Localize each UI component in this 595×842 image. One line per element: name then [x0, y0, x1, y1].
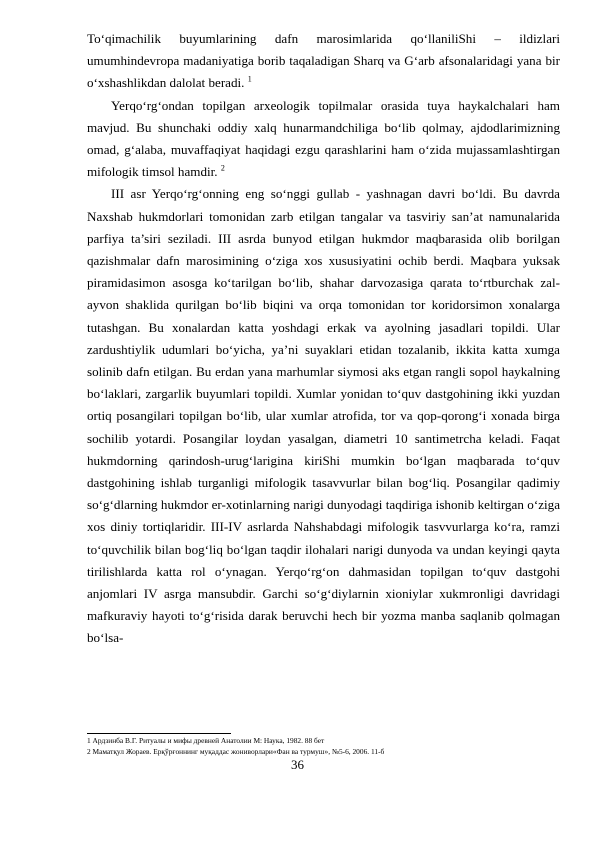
footnote-separator [87, 733, 231, 734]
footnote-1: 1 Ардзинба В.Г. Ритуалы и мифы древней Анатолии М: Наука, 1982. 88 бет [87, 736, 325, 745]
footnote-ref-2: 2 [220, 163, 225, 173]
body-text [87, 28, 560, 650]
footnote-ref-1: 1 [247, 75, 252, 85]
paragraph-1 [87, 28, 560, 95]
paragraph-1-text: To‘qimachilik buyumlarining dafn marosimlarida qo‘llaniliShi – ildizlari umumhindevropa madaniyatiga borib taqaladigan Sharq va G‘arb afsonalaridagi yana bir o‘xshashlikdan dalolat beradi. [87, 31, 560, 91]
footnotes [87, 735, 560, 757]
paragraph-3-text: III asr Yerqo‘rg‘onning eng so‘nggi gullab - yashnagan davri bo‘ldi. Bu davrda Naxshab hukmdorlari tomonidan zarb etilgan tangalar va tasviriy san’at namunalarida parfiya ta’siri seziladi. III asrda bunyod etilgan hukmdor maqbarasida olib borilgan qazishmalar dafn marosimining o‘ziga xos xususiyatini ochib berdi. Maqbara yuksak piramidasimon asosga ko‘tarilgan bo‘lib, shahar darvozasiga qarata to‘rtburchak zal-ayvon shaklida qurilgan bo‘lib biqini va orqa tomonidan tor koridorsimon xonalarga tutashgan. Bu xonalardan katta yoshdagi erkak va ayolning jasadlari topildi. Ular zardushtiylik udumlari bo‘yicha, ya’ni suyaklari etidan tozalanib, ikkita katta xumga solinib dafn etilgan. Bu erdan yana marhumlar siymosi aks etgan rangli sopol haykalning bo‘laklari, zargarlik buyumlari topildi. Xumlar yonidan to‘quv dastgohining ikki yuzdan ortiq posangilari topilgan bo‘lib, ular xumlar atrofida, tor va qop-qorong‘i xonada birga sochilib yotardi. Posangilar loydan yasalgan, diametri 10 santimetrcha keladi. Faqat hukmdorning qarindosh-urug‘larigina kiriShi mumkin bo‘lgan maqbarada to‘quv dastgohining ishlab turganligi mifologik tasavvurlar bilan bog‘liq. Posangilar qadimiy so‘g‘dlarning hukmdor er-xotinlarning narigi dunyodagi taqdiriga ishonib keltirgan o‘ziga xos diniy tortiqlaridir. III-IV asrlarda Nahshabdagi mifologik tasvvurlarga ko‘ra, ramzi to‘quvchilik bilan bog‘liq bo‘lgan taqdir ilohalari narigi dunyoda va undan keyingi qayta tirilishlarda katta rol o‘ynagan. Yerqo‘rg‘on dahmasidan topilgan to‘quv dastgohi anjomlari IV asrga mansubdir. Garchi so‘g‘diylarnin xioniylar xukmronligi davridagi mafkuraviy hayoti to‘g‘risida darak beruvchi hech bir yozma manba saqlanib qolmagan bo‘lsa- [87, 186, 560, 646]
paragraph-3 [87, 183, 560, 649]
paragraph-2-text: Yerqo‘rg‘ondan topilgan arxeologik topilmalar orasida tuya haykalchalari ham mavjud. Bu shunchaki oddiy xalq hunarmandchiliga bo‘lib qolmay, ajdodlarimizning omad, g‘alaba, muvaffaqiyat haqidagi ezgu qarashlarini ham o‘zida mujassamlashtirgan mifologik timsol hamdir. [87, 97, 560, 180]
page-number: 36 [291, 757, 304, 772]
footnote-2: 2 Маматқул Жораев. Ерқўрғоннинг муқаддас жониворлари«Фан ва турмуш», №5-6, 2006. 11-б [87, 747, 385, 756]
paragraph-2 [87, 95, 560, 184]
